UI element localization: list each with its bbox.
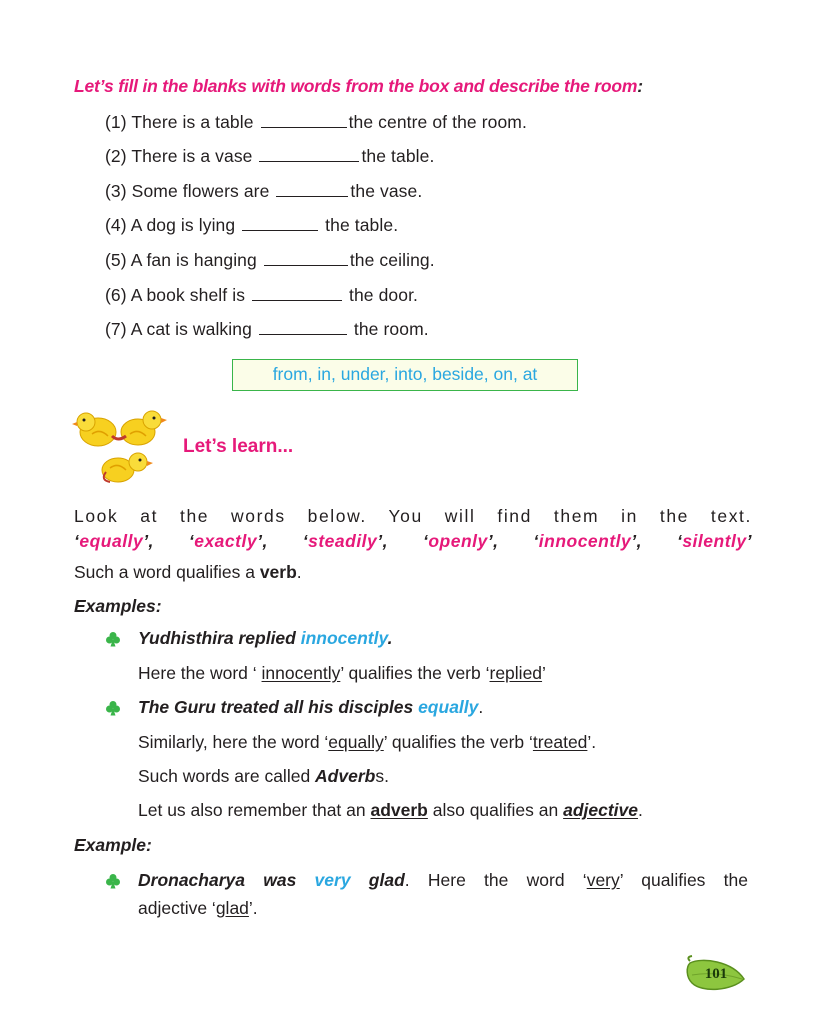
underlined-adjective: glad [215, 898, 249, 918]
underlined-verb: replied [489, 663, 543, 683]
page-number-badge [682, 955, 746, 995]
word-box: from, in, under, into, beside, on, at [232, 359, 578, 391]
club-icon [106, 700, 120, 716]
highlighted-adverb: very [314, 870, 351, 890]
exercise-item-1 [105, 111, 527, 133]
item-number: (7) [105, 319, 127, 339]
item-text-before: Some flowers are [131, 181, 270, 201]
explanation-text: ’ qualifies the verb ‘ [383, 732, 533, 752]
example-label: Example: [74, 835, 152, 855]
item-text-before: There is a vase [131, 146, 253, 166]
lets-learn-title: Let’s learn... [183, 436, 294, 457]
item-text-after: the ceiling. [349, 250, 435, 270]
adverb-word: equally [79, 531, 144, 551]
intro-line-3-text: Such a word qualifies a [74, 562, 260, 582]
example-2-sentence [138, 697, 483, 718]
item-text-before: A book shelf is [130, 285, 246, 305]
explanation-text: Such words are called [138, 766, 316, 786]
explanation-text: adjective ‘ [138, 898, 216, 918]
item-number: (1) [105, 112, 127, 132]
adverb-term: Adverb [315, 766, 376, 786]
sentence-text: glad [350, 870, 405, 890]
explanation-text: ’ qualifies the verb ‘ [340, 663, 490, 683]
club-icon [106, 631, 120, 647]
explanation-text: Here the word ‘ [138, 663, 262, 683]
sentence-text: Dronacharya was [138, 870, 315, 890]
explanation-text: also qualifies an [427, 800, 564, 820]
quote: ’. [587, 732, 597, 752]
highlighted-adverb: equally [418, 697, 479, 717]
explanation-text: Similarly, here the word ‘ [138, 732, 329, 752]
answer-blank[interactable] [261, 111, 347, 128]
examples-label: Examples: [74, 596, 162, 616]
exercise-item-2 [105, 145, 434, 167]
exercise-item-3 [105, 180, 422, 202]
exercise-item-7 [105, 318, 429, 340]
item-text-after: the door. [349, 285, 419, 305]
item-text-before: A dog is lying [130, 215, 236, 235]
period: . [478, 697, 484, 717]
chicks-icon [72, 404, 176, 488]
exercise-heading [74, 76, 643, 97]
period: . [296, 562, 302, 582]
answer-blank[interactable] [259, 145, 359, 162]
item-text-before: A cat is walking [130, 319, 252, 339]
answer-blank[interactable] [259, 318, 347, 335]
period: . [387, 628, 393, 648]
item-number: (6) [105, 285, 127, 305]
adverb-word: steadily [308, 531, 378, 551]
answer-blank[interactable] [242, 214, 318, 231]
example-3-line-2 [138, 898, 258, 919]
answer-blank[interactable] [252, 284, 342, 301]
quote: ’. [248, 898, 258, 918]
quote: ’ [542, 663, 546, 683]
verb-word: verb [259, 562, 297, 582]
item-text-after: the table. [325, 215, 399, 235]
example-3-sentence [138, 870, 748, 891]
adverb-word: openly [428, 531, 488, 551]
highlighted-adverb: innocently [300, 628, 388, 648]
item-number: (4) [105, 215, 127, 235]
item-number: (3) [105, 181, 127, 201]
adverb-word: innocently [538, 531, 632, 551]
adverb-word: silently [682, 531, 747, 551]
explanation-text: ’ qualifies the [619, 870, 749, 890]
item-text-before: There is a table [131, 112, 254, 132]
adverbs-called-line [138, 766, 389, 787]
adjective-term: adjective [563, 800, 639, 820]
underlined-word: innocently [261, 663, 341, 683]
example-1-explanation [138, 663, 546, 684]
example-2-explanation [138, 732, 596, 753]
adverb-word-list: ‘equally’, ‘exactly’, ‘steadily’, ‘openly’, ‘innocently’, ‘silently’ [74, 531, 752, 551]
underlined-verb: treated [532, 732, 588, 752]
explanation-text: Let us also remember that an [138, 800, 371, 820]
exercise-heading-text: Let’s fill in the blanks with words from the box and describe the room [74, 76, 638, 96]
suffix: s. [375, 766, 389, 786]
remember-line [138, 800, 643, 821]
intro-line-1: Look at the words below. You will find them in the text. [74, 506, 752, 526]
answer-blank[interactable] [264, 249, 348, 266]
intro-line-3 [74, 562, 752, 583]
exercise-item-4 [105, 214, 398, 236]
adverb-word: exactly [194, 531, 258, 551]
exercise-item-6 [105, 284, 418, 306]
item-text-after: the centre of the room. [348, 112, 527, 132]
item-number: (2) [105, 146, 127, 166]
item-number: (5) [105, 250, 127, 270]
sentence-text: The Guru treated all his disciples [138, 697, 419, 717]
underlined-word: very [586, 870, 620, 890]
item-text-after: the vase. [350, 181, 423, 201]
item-text-after: the room. [353, 319, 429, 339]
club-icon [106, 873, 120, 889]
page-number: 101 [704, 966, 728, 982]
exercise-item-5 [105, 249, 435, 271]
sentence-text: Yudhisthira replied [138, 628, 301, 648]
adverb-term: adverb [370, 800, 428, 820]
explanation-text: . Here the word ‘ [404, 870, 587, 890]
item-text-before: A fan is hanging [130, 250, 257, 270]
underlined-word: equally [328, 732, 384, 752]
item-text-after: the table. [361, 146, 435, 166]
period: . [638, 800, 643, 820]
example-1-sentence [138, 628, 392, 649]
heading-colon: : [637, 76, 643, 96]
answer-blank[interactable] [276, 180, 348, 197]
